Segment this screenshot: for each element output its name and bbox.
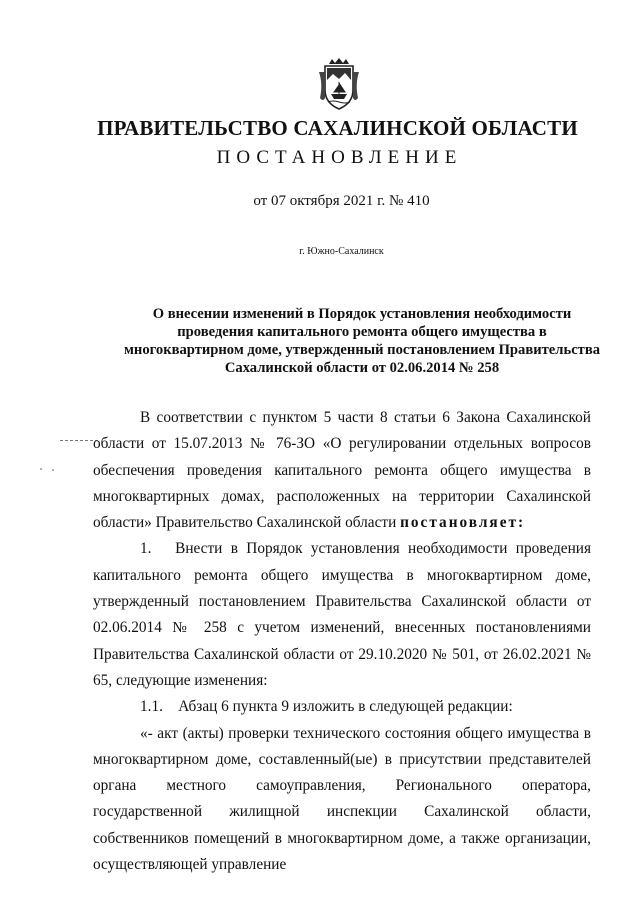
document-type: ПОСТАНОВЛЕНИЕ bbox=[216, 147, 463, 168]
margin-dot bbox=[52, 469, 54, 471]
document-body bbox=[93, 405, 591, 878]
margin-dot bbox=[40, 468, 42, 470]
clause-1-1-paragraph: 1.1. Абзац 6 пункта 9 изложить в следующей редакции: bbox=[140, 698, 513, 716]
clause-1-paragraph: 1. Внести в Порядок установления необходимости проведения капитального ремонта общего имущества в многоквартирном доме, утвержденный постановлением Правительства Сахалинской области от 02.06.2014 № 258 с учетом изменений, внесенных постановлениями Правительства Сахалинской области от 29.10.2020 № 501, от 26.02.2021 № 65, следующие изменения: bbox=[93, 540, 591, 689]
document-date-number: от 07 октября 2021 г. № 410 bbox=[253, 193, 430, 209]
sakhalin-coat-of-arms-icon bbox=[317, 58, 361, 110]
preamble-text: В соответствии с пунктом 5 части 8 статьи 6 Закона Сахалинской области от 15.07.2013 № 76-ЗО «О регулировании отдельных вопросов обеспечения проведения капитального ремонта общего имущества в многоквартирных домах, расположенных на территории Сахалинской области» Правительство Сахалинской области bbox=[93, 409, 591, 532]
preamble-paragraph bbox=[93, 405, 591, 536]
subject-line: многоквартирном доме, утвержденный постановлением Правительства bbox=[123, 342, 601, 358]
subject-line: О внесении изменений в Порядок установления необходимости bbox=[152, 306, 572, 322]
document-city: г. Южно-Сахалинск bbox=[299, 246, 384, 257]
document-subject bbox=[118, 305, 606, 377]
government-title: ПРАВИТЕЛЬСТВО САХАЛИНСКОЙ ОБЛАСТИ bbox=[97, 116, 578, 140]
quoted-amendment-paragraph: «- акт (акты) проверки технического состояния общего имущества в многоквартирном доме, составленный(ые) в присутствии представителей органа местного самоуправления, Регионального оператора, государственной жилищной инспекции Сахалинской области, собственников помещений в многоквартирном доме, а также организации, осуществляющей управление bbox=[93, 724, 591, 874]
resolves-word: постановляет: bbox=[400, 514, 526, 532]
subject-line: Сахалинской области от 02.06.2014 № 258 bbox=[224, 360, 500, 376]
subject-line: проведения капитального ремонта общего имущества в bbox=[177, 324, 547, 340]
